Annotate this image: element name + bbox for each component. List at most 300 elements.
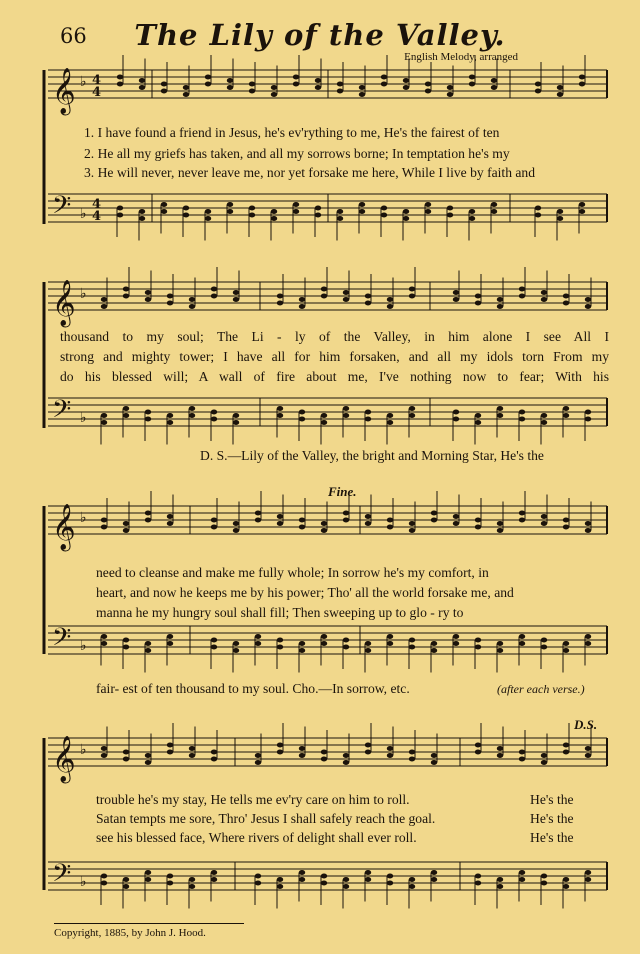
note-head bbox=[365, 301, 371, 306]
note-head bbox=[359, 85, 365, 90]
note-head bbox=[519, 287, 525, 292]
note-head bbox=[145, 410, 151, 415]
note-head bbox=[211, 525, 217, 530]
note-head bbox=[365, 641, 371, 646]
note-head bbox=[277, 638, 283, 643]
note-head bbox=[321, 528, 327, 533]
note-head bbox=[381, 206, 387, 211]
note-head bbox=[557, 216, 563, 221]
note-head bbox=[475, 743, 481, 748]
note-head bbox=[167, 413, 173, 418]
note-head bbox=[343, 884, 349, 889]
note-head bbox=[233, 413, 239, 418]
note-head bbox=[271, 92, 277, 97]
note-head bbox=[189, 877, 195, 882]
note-head bbox=[321, 881, 327, 886]
fine-mark: Fine. bbox=[328, 484, 357, 499]
refrain-word: He's the bbox=[530, 811, 574, 826]
note-head bbox=[101, 304, 107, 309]
note-head bbox=[541, 645, 547, 650]
note-head bbox=[145, 870, 151, 875]
note-head bbox=[145, 760, 151, 765]
composer-credit: English Melody, arranged bbox=[404, 51, 518, 63]
note-head bbox=[365, 410, 371, 415]
note-head bbox=[299, 304, 305, 309]
note-head bbox=[123, 884, 129, 889]
note-head bbox=[497, 406, 503, 411]
note-head bbox=[167, 750, 173, 755]
note-head bbox=[475, 874, 481, 879]
note-head bbox=[585, 528, 591, 533]
note-head bbox=[299, 297, 305, 302]
note-head bbox=[321, 413, 327, 418]
note-head bbox=[277, 884, 283, 889]
note-head bbox=[255, 634, 261, 639]
note-head bbox=[387, 634, 393, 639]
note-head bbox=[585, 641, 591, 646]
note-head bbox=[585, 877, 591, 882]
note-head bbox=[497, 641, 503, 646]
note-head bbox=[425, 89, 431, 94]
note-head bbox=[497, 297, 503, 302]
note-head bbox=[343, 877, 349, 882]
note-head bbox=[277, 294, 283, 299]
note-head bbox=[233, 528, 239, 533]
note-head bbox=[365, 294, 371, 299]
note-head bbox=[585, 304, 591, 309]
note-head bbox=[519, 410, 525, 415]
flat-sign: ♭ bbox=[80, 410, 87, 426]
note-head bbox=[535, 213, 541, 218]
note-head bbox=[271, 85, 277, 90]
note-head bbox=[299, 870, 305, 875]
note-head bbox=[431, 518, 437, 523]
note-head bbox=[541, 521, 547, 526]
note-head bbox=[541, 514, 547, 519]
note-head bbox=[123, 521, 129, 526]
note-head bbox=[563, 884, 569, 889]
note-head bbox=[387, 304, 393, 309]
note-head bbox=[189, 304, 195, 309]
note-head bbox=[409, 521, 415, 526]
note-head bbox=[139, 209, 145, 214]
note-head bbox=[475, 294, 481, 299]
note-head bbox=[585, 753, 591, 758]
verse-line: Satan tempts me sore, Thro' Jesus I shall safely reach the goal. bbox=[96, 811, 436, 826]
verse-line: thousand to my soul; The Li - ly of the Valley, in him alone I see All I bbox=[60, 329, 609, 344]
note-head bbox=[299, 746, 305, 751]
note-head bbox=[475, 881, 481, 886]
note-head bbox=[117, 82, 123, 87]
verse-line: 3. He will never, never leave me, nor yet forsake me here, While I live by faith and bbox=[84, 165, 536, 180]
bass-clef: 𝄢 bbox=[52, 395, 72, 430]
note-head bbox=[117, 213, 123, 218]
note-head bbox=[315, 85, 321, 90]
note-head bbox=[343, 645, 349, 650]
note-head bbox=[409, 884, 415, 889]
note-head bbox=[101, 874, 107, 879]
note-head bbox=[277, 877, 283, 882]
note-head bbox=[519, 634, 525, 639]
verse-line: need to cleanse and make me fully whole; In sorrow he's my comfort, in bbox=[96, 565, 489, 580]
note-head bbox=[277, 645, 283, 650]
footer-rule bbox=[54, 923, 244, 924]
note-head bbox=[409, 757, 415, 762]
note-head bbox=[365, 750, 371, 755]
note-head bbox=[409, 413, 415, 418]
note-head bbox=[431, 877, 437, 882]
note-head bbox=[271, 209, 277, 214]
note-head bbox=[535, 206, 541, 211]
note-head bbox=[227, 202, 233, 207]
note-head bbox=[381, 82, 387, 87]
note-head bbox=[453, 297, 459, 302]
note-head bbox=[123, 638, 129, 643]
note-head bbox=[519, 757, 525, 762]
note-head bbox=[541, 753, 547, 758]
note-head bbox=[277, 514, 283, 519]
note-head bbox=[101, 420, 107, 425]
note-head bbox=[563, 525, 569, 530]
note-head bbox=[145, 290, 151, 295]
note-head bbox=[337, 82, 343, 87]
note-head bbox=[585, 746, 591, 751]
note-head bbox=[299, 641, 305, 646]
note-head bbox=[123, 877, 129, 882]
refrain-word: He's the bbox=[530, 830, 574, 845]
note-head bbox=[123, 294, 129, 299]
note-head bbox=[519, 877, 525, 882]
note-head bbox=[293, 202, 299, 207]
note-head bbox=[563, 877, 569, 882]
chorus-note: (after each verse.) bbox=[497, 682, 585, 696]
note-head bbox=[249, 82, 255, 87]
note-head bbox=[563, 743, 569, 748]
note-head bbox=[387, 518, 393, 523]
note-head bbox=[337, 216, 343, 221]
note-head bbox=[563, 641, 569, 646]
note-head bbox=[117, 206, 123, 211]
hymn-title: The Lily of the Valley. bbox=[134, 18, 506, 52]
note-head bbox=[475, 525, 481, 530]
note-head bbox=[255, 753, 261, 758]
note-head bbox=[365, 743, 371, 748]
note-head bbox=[211, 294, 217, 299]
note-head bbox=[299, 753, 305, 758]
note-head bbox=[321, 634, 327, 639]
bass-clef: 𝄢 bbox=[52, 191, 72, 226]
note-head bbox=[563, 294, 569, 299]
treble-clef: 𝄞 bbox=[52, 736, 76, 782]
note-head bbox=[403, 209, 409, 214]
note-head bbox=[447, 206, 453, 211]
verse-line: 2. He all my griefs has taken, and all my sorrows borne; In temptation he's my bbox=[84, 146, 510, 161]
note-head bbox=[453, 521, 459, 526]
note-head bbox=[211, 518, 217, 523]
refrain-word: He's the bbox=[530, 792, 574, 807]
note-head bbox=[101, 641, 107, 646]
note-head bbox=[255, 518, 261, 523]
note-head bbox=[497, 413, 503, 418]
note-head bbox=[447, 85, 453, 90]
note-head bbox=[315, 213, 321, 218]
note-head bbox=[535, 82, 541, 87]
note-head bbox=[475, 638, 481, 643]
note-head bbox=[101, 525, 107, 530]
flat-sign: ♭ bbox=[80, 206, 87, 222]
note-head bbox=[557, 85, 563, 90]
note-head bbox=[183, 213, 189, 218]
note-head bbox=[123, 750, 129, 755]
note-head bbox=[519, 518, 525, 523]
note-head bbox=[535, 89, 541, 94]
note-head bbox=[299, 410, 305, 415]
note-head bbox=[255, 760, 261, 765]
note-head bbox=[101, 634, 107, 639]
note-head bbox=[299, 648, 305, 653]
note-head bbox=[255, 881, 261, 886]
note-head bbox=[343, 406, 349, 411]
note-head bbox=[277, 750, 283, 755]
note-head bbox=[101, 518, 107, 523]
note-head bbox=[519, 294, 525, 299]
note-head bbox=[123, 528, 129, 533]
note-head bbox=[431, 870, 437, 875]
flat-sign: ♭ bbox=[80, 286, 87, 302]
note-head bbox=[189, 884, 195, 889]
note-head bbox=[453, 641, 459, 646]
note-head bbox=[359, 209, 365, 214]
note-head bbox=[321, 874, 327, 879]
note-head bbox=[167, 641, 173, 646]
note-head bbox=[255, 641, 261, 646]
note-head bbox=[519, 641, 525, 646]
note-head bbox=[365, 648, 371, 653]
note-head bbox=[497, 304, 503, 309]
note-head bbox=[123, 645, 129, 650]
note-head bbox=[409, 294, 415, 299]
note-head bbox=[563, 518, 569, 523]
note-head bbox=[469, 82, 475, 87]
note-head bbox=[145, 511, 151, 516]
note-head bbox=[293, 75, 299, 80]
note-head bbox=[387, 641, 393, 646]
copyright: Copyright, 1885, by John J. Hood. bbox=[54, 927, 206, 939]
flat-sign: ♭ bbox=[80, 74, 87, 90]
note-head bbox=[541, 638, 547, 643]
note-head bbox=[431, 511, 437, 516]
flat-sign: ♭ bbox=[80, 742, 87, 758]
note-head bbox=[123, 413, 129, 418]
note-head bbox=[431, 760, 437, 765]
note-head bbox=[541, 297, 547, 302]
note-head bbox=[425, 209, 431, 214]
note-head bbox=[183, 85, 189, 90]
note-head bbox=[211, 645, 217, 650]
note-head bbox=[585, 410, 591, 415]
note-head bbox=[139, 85, 145, 90]
note-head bbox=[167, 301, 173, 306]
time-signature: 4 bbox=[92, 73, 102, 88]
note-head bbox=[491, 85, 497, 90]
note-head bbox=[211, 410, 217, 415]
time-signature: 4 bbox=[92, 197, 102, 212]
note-head bbox=[359, 202, 365, 207]
note-head bbox=[211, 638, 217, 643]
note-head bbox=[519, 750, 525, 755]
note-head bbox=[475, 420, 481, 425]
note-head bbox=[541, 874, 547, 879]
note-head bbox=[161, 89, 167, 94]
note-head bbox=[161, 82, 167, 87]
note-head bbox=[365, 417, 371, 422]
note-head bbox=[101, 881, 107, 886]
note-head bbox=[183, 206, 189, 211]
note-head bbox=[579, 75, 585, 80]
note-head bbox=[497, 877, 503, 882]
note-head bbox=[579, 82, 585, 87]
note-head bbox=[381, 213, 387, 218]
chorus-line: fair- est of ten thousand to my soul. Cho.—In sorrow, etc. bbox=[96, 681, 410, 696]
bass-clef: 𝄢 bbox=[52, 623, 72, 658]
note-head bbox=[315, 206, 321, 211]
note-head bbox=[387, 413, 393, 418]
note-head bbox=[475, 301, 481, 306]
note-head bbox=[453, 410, 459, 415]
note-head bbox=[299, 518, 305, 523]
note-head bbox=[117, 75, 123, 80]
note-head bbox=[101, 753, 107, 758]
note-head bbox=[167, 514, 173, 519]
note-head bbox=[403, 85, 409, 90]
note-head bbox=[387, 746, 393, 751]
note-head bbox=[145, 753, 151, 758]
note-head bbox=[365, 521, 371, 526]
note-head bbox=[299, 417, 305, 422]
note-head bbox=[293, 82, 299, 87]
note-head bbox=[249, 206, 255, 211]
note-head bbox=[403, 216, 409, 221]
note-head bbox=[409, 638, 415, 643]
note-head bbox=[409, 877, 415, 882]
note-head bbox=[337, 89, 343, 94]
note-head bbox=[145, 297, 151, 302]
verse-line: do his blessed will; A wall of fire about me, I've nothing now to fear; With his bbox=[60, 369, 609, 384]
note-head bbox=[519, 511, 525, 516]
note-head bbox=[475, 750, 481, 755]
note-head bbox=[249, 89, 255, 94]
note-head bbox=[387, 874, 393, 879]
note-head bbox=[387, 420, 393, 425]
verse-line: 1. I have found a friend in Jesus, he's ev'rything to me, He's the fairest of ten bbox=[84, 125, 500, 140]
note-head bbox=[497, 521, 503, 526]
note-head bbox=[321, 641, 327, 646]
note-head bbox=[409, 645, 415, 650]
note-head bbox=[585, 417, 591, 422]
treble-clef: 𝄞 bbox=[52, 504, 76, 550]
note-head bbox=[343, 753, 349, 758]
note-head bbox=[431, 641, 437, 646]
note-head bbox=[167, 881, 173, 886]
note-head bbox=[227, 209, 233, 214]
note-head bbox=[343, 297, 349, 302]
note-head bbox=[453, 417, 459, 422]
note-head bbox=[255, 511, 261, 516]
note-head bbox=[321, 757, 327, 762]
time-signature: 4 bbox=[92, 209, 102, 224]
note-head bbox=[579, 209, 585, 214]
note-head bbox=[409, 528, 415, 533]
note-head bbox=[519, 417, 525, 422]
note-head bbox=[101, 297, 107, 302]
flat-sign: ♭ bbox=[80, 874, 87, 890]
note-head bbox=[497, 753, 503, 758]
note-head bbox=[409, 287, 415, 292]
note-head bbox=[293, 209, 299, 214]
note-head bbox=[497, 884, 503, 889]
ds-mark: D.S. bbox=[574, 717, 598, 732]
verse-line: strong and mighty tower; I have all for him forsaken, and all my idols torn From my bbox=[60, 349, 609, 364]
note-head bbox=[233, 641, 239, 646]
note-head bbox=[299, 877, 305, 882]
note-head bbox=[145, 648, 151, 653]
note-head bbox=[167, 634, 173, 639]
note-head bbox=[233, 297, 239, 302]
note-head bbox=[145, 518, 151, 523]
note-head bbox=[425, 82, 431, 87]
note-head bbox=[321, 287, 327, 292]
note-head bbox=[101, 746, 107, 751]
note-head bbox=[145, 641, 151, 646]
note-head bbox=[497, 528, 503, 533]
note-head bbox=[409, 750, 415, 755]
note-head bbox=[189, 753, 195, 758]
note-head bbox=[139, 78, 145, 83]
note-head bbox=[563, 301, 569, 306]
note-head bbox=[563, 750, 569, 755]
note-head bbox=[249, 213, 255, 218]
note-head bbox=[563, 648, 569, 653]
note-head bbox=[491, 209, 497, 214]
note-head bbox=[227, 78, 233, 83]
verse-line: heart, and now he keeps me by his power; Tho' all the world forsake me, and bbox=[96, 585, 514, 600]
note-head bbox=[541, 760, 547, 765]
note-head bbox=[447, 92, 453, 97]
note-head bbox=[145, 417, 151, 422]
note-head bbox=[453, 514, 459, 519]
note-head bbox=[321, 521, 327, 526]
note-head bbox=[497, 746, 503, 751]
note-head bbox=[475, 413, 481, 418]
bass-clef: 𝄢 bbox=[52, 859, 72, 894]
note-head bbox=[277, 301, 283, 306]
note-head bbox=[557, 209, 563, 214]
note-head bbox=[585, 297, 591, 302]
note-head bbox=[585, 521, 591, 526]
note-head bbox=[167, 420, 173, 425]
note-head bbox=[579, 202, 585, 207]
note-head bbox=[145, 877, 151, 882]
note-head bbox=[343, 518, 349, 523]
flat-sign: ♭ bbox=[80, 510, 87, 526]
note-head bbox=[271, 216, 277, 221]
note-head bbox=[189, 297, 195, 302]
note-head bbox=[447, 213, 453, 218]
ds-line: D. S.—Lily of the Valley, the bright and Morning Star, He's the bbox=[200, 448, 544, 463]
note-head bbox=[475, 645, 481, 650]
note-head bbox=[227, 85, 233, 90]
treble-clef: 𝄞 bbox=[52, 68, 76, 114]
